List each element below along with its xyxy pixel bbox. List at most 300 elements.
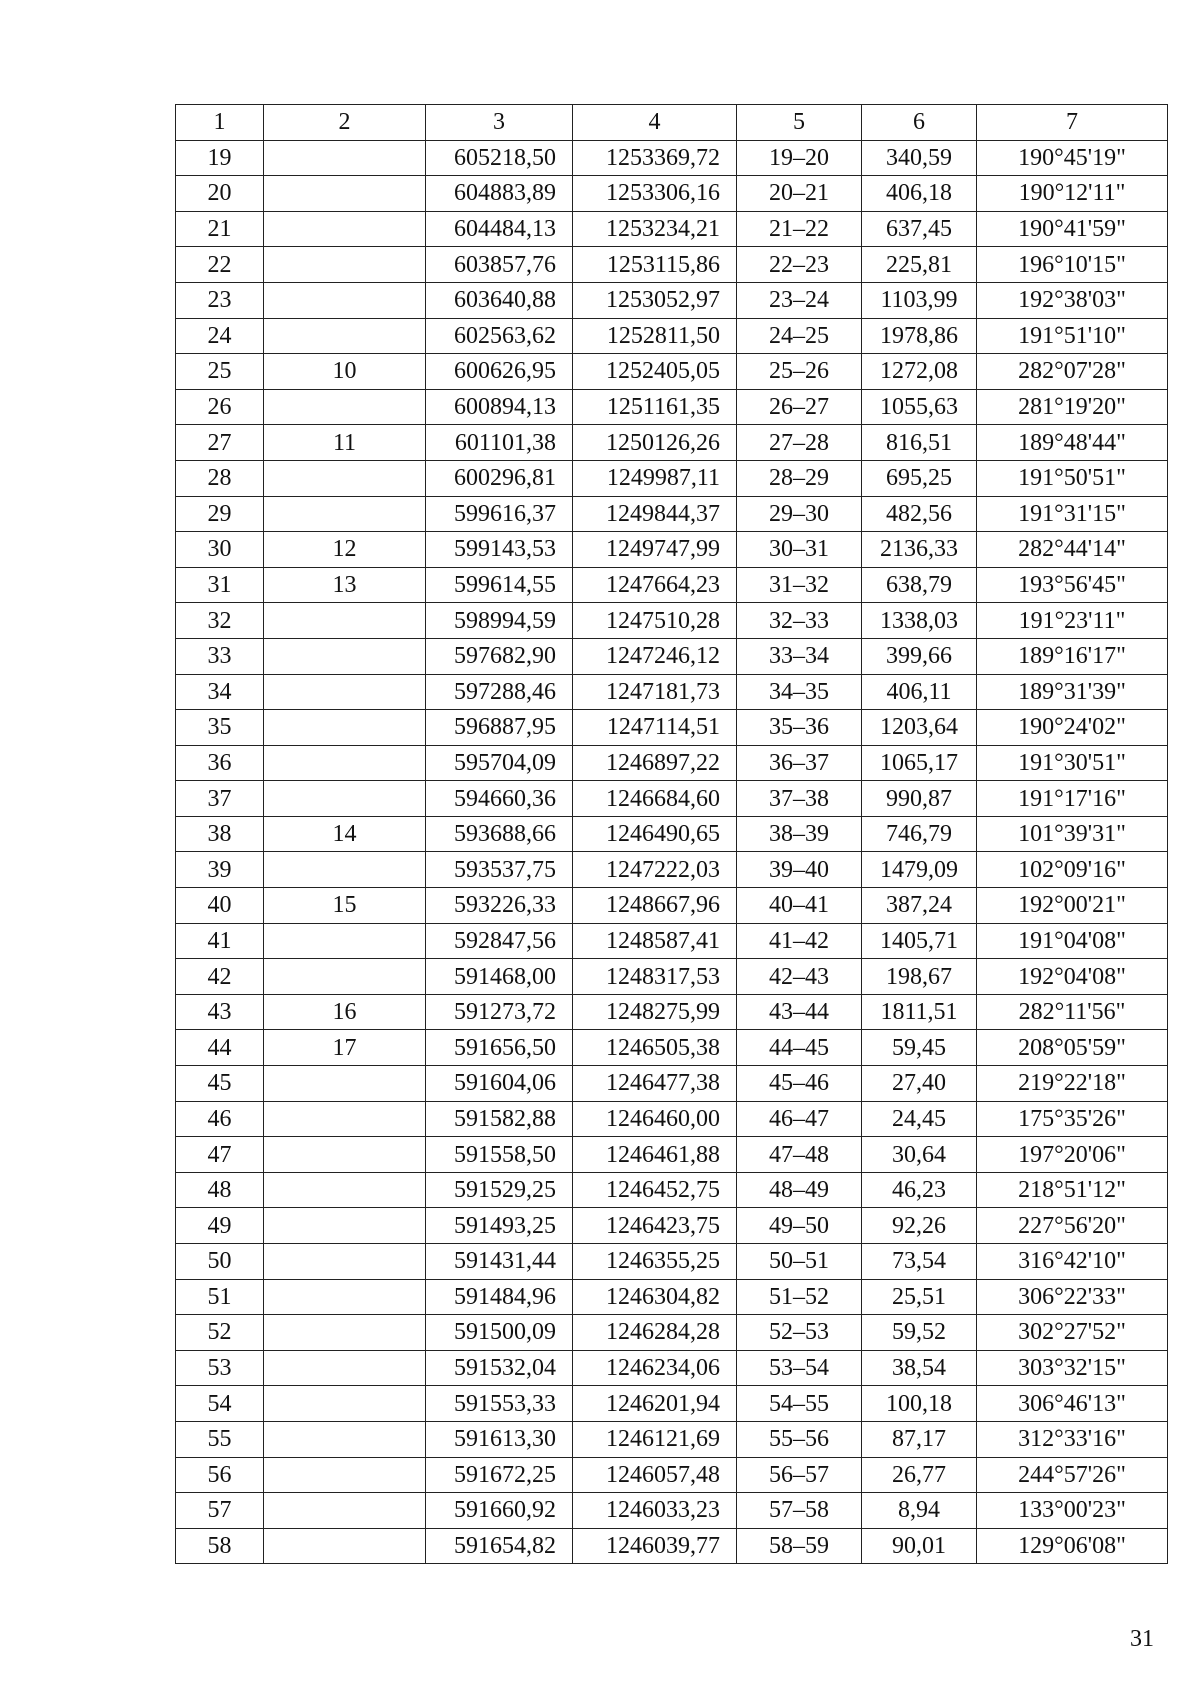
cell-length: 637,45	[862, 211, 977, 247]
table-row	[176, 1457, 1168, 1493]
table-body	[176, 140, 1168, 1564]
cell-length: 990,87	[862, 781, 977, 817]
cell-point-number: 46	[176, 1101, 264, 1137]
cell-direction-angle: 191°23'11"	[977, 603, 1168, 639]
column-header-7: 7	[977, 105, 1168, 141]
cell-length: 25,51	[862, 1279, 977, 1315]
cell-point-number: 45	[176, 1066, 264, 1102]
cell-x-coordinate: 591654,82	[426, 1528, 573, 1564]
cell-length: 27,40	[862, 1066, 977, 1102]
cell-direction-angle: 191°30'51"	[977, 745, 1168, 781]
cell-x-coordinate: 591672,25	[426, 1457, 573, 1493]
cell-reference-point	[264, 674, 426, 710]
cell-length: 1405,71	[862, 923, 977, 959]
cell-x-coordinate: 597682,90	[426, 638, 573, 674]
table-row	[176, 959, 1168, 995]
cell-segment: 31–32	[737, 567, 862, 603]
cell-y-coordinate: 1253234,21	[573, 211, 737, 247]
cell-length: 1055,63	[862, 389, 977, 425]
cell-direction-angle: 197°20'06"	[977, 1137, 1168, 1173]
cell-segment: 57–58	[737, 1493, 862, 1529]
header-row	[176, 105, 1168, 141]
cell-direction-angle: 316°42'10"	[977, 1244, 1168, 1280]
cell-reference-point: 14	[264, 816, 426, 852]
cell-direction-angle: 192°38'03"	[977, 282, 1168, 318]
cell-direction-angle: 196°10'15"	[977, 247, 1168, 283]
cell-segment: 43–44	[737, 994, 862, 1030]
cell-y-coordinate: 1246234,06	[573, 1350, 737, 1386]
table-row	[176, 923, 1168, 959]
cell-direction-angle: 282°44'14"	[977, 532, 1168, 568]
cell-reference-point: 11	[264, 425, 426, 461]
table-row	[176, 1066, 1168, 1102]
cell-segment: 58–59	[737, 1528, 862, 1564]
cell-length: 695,25	[862, 460, 977, 496]
cell-length: 816,51	[862, 425, 977, 461]
cell-point-number: 56	[176, 1457, 264, 1493]
cell-segment: 27–28	[737, 425, 862, 461]
cell-x-coordinate: 593688,66	[426, 816, 573, 852]
cell-segment: 36–37	[737, 745, 862, 781]
cell-reference-point	[264, 1137, 426, 1173]
table-row	[176, 176, 1168, 212]
cell-length: 387,24	[862, 888, 977, 924]
cell-length: 1103,99	[862, 282, 977, 318]
cell-point-number: 25	[176, 354, 264, 390]
cell-reference-point	[264, 603, 426, 639]
cell-segment: 44–45	[737, 1030, 862, 1066]
cell-point-number: 37	[176, 781, 264, 817]
table-row	[176, 710, 1168, 746]
cell-point-number: 48	[176, 1172, 264, 1208]
table-row	[176, 1244, 1168, 1280]
cell-x-coordinate: 596887,95	[426, 710, 573, 746]
cell-point-number: 50	[176, 1244, 264, 1280]
cell-point-number: 58	[176, 1528, 264, 1564]
cell-length: 406,18	[862, 176, 977, 212]
cell-y-coordinate: 1246505,38	[573, 1030, 737, 1066]
cell-reference-point	[264, 1101, 426, 1137]
cell-reference-point	[264, 959, 426, 995]
table-row	[176, 816, 1168, 852]
table-row	[176, 460, 1168, 496]
cell-direction-angle: 281°19'20"	[977, 389, 1168, 425]
page-number: 31	[1130, 1626, 1154, 1652]
cell-point-number: 55	[176, 1421, 264, 1457]
cell-x-coordinate: 591553,33	[426, 1386, 573, 1422]
cell-direction-angle: 244°57'26"	[977, 1457, 1168, 1493]
table-row	[176, 211, 1168, 247]
cell-direction-angle: 282°11'56"	[977, 994, 1168, 1030]
cell-point-number: 47	[176, 1137, 264, 1173]
table-row	[176, 638, 1168, 674]
table-row	[176, 1030, 1168, 1066]
cell-point-number: 54	[176, 1386, 264, 1422]
cell-length: 225,81	[862, 247, 977, 283]
cell-point-number: 51	[176, 1279, 264, 1315]
cell-length: 87,17	[862, 1421, 977, 1457]
cell-direction-angle: 175°35'26"	[977, 1101, 1168, 1137]
cell-x-coordinate: 591558,50	[426, 1137, 573, 1173]
table-row	[176, 603, 1168, 639]
cell-direction-angle: 133°00'23"	[977, 1493, 1168, 1529]
cell-y-coordinate: 1246684,60	[573, 781, 737, 817]
cell-reference-point	[264, 1457, 426, 1493]
column-header-1: 1	[176, 105, 264, 141]
cell-x-coordinate: 595704,09	[426, 745, 573, 781]
cell-segment: 41–42	[737, 923, 862, 959]
cell-x-coordinate: 602563,62	[426, 318, 573, 354]
cell-segment: 55–56	[737, 1421, 862, 1457]
cell-point-number: 19	[176, 140, 264, 176]
cell-length: 340,59	[862, 140, 977, 176]
cell-length: 406,11	[862, 674, 977, 710]
cell-reference-point	[264, 1208, 426, 1244]
cell-reference-point	[264, 140, 426, 176]
cell-reference-point	[264, 745, 426, 781]
cell-x-coordinate: 591500,09	[426, 1315, 573, 1351]
cell-x-coordinate: 600626,95	[426, 354, 573, 390]
cell-y-coordinate: 1249844,37	[573, 496, 737, 532]
cell-length: 8,94	[862, 1493, 977, 1529]
cell-segment: 45–46	[737, 1066, 862, 1102]
cell-direction-angle: 208°05'59"	[977, 1030, 1168, 1066]
cell-x-coordinate: 591484,96	[426, 1279, 573, 1315]
cell-reference-point	[264, 638, 426, 674]
cell-x-coordinate: 600894,13	[426, 389, 573, 425]
cell-x-coordinate: 591532,04	[426, 1350, 573, 1386]
cell-point-number: 33	[176, 638, 264, 674]
cell-x-coordinate: 591582,88	[426, 1101, 573, 1137]
cell-length: 1272,08	[862, 354, 977, 390]
cell-direction-angle: 192°04'08"	[977, 959, 1168, 995]
cell-y-coordinate: 1247246,12	[573, 638, 737, 674]
cell-length: 46,23	[862, 1172, 977, 1208]
cell-segment: 52–53	[737, 1315, 862, 1351]
cell-reference-point	[264, 1350, 426, 1386]
table-row	[176, 425, 1168, 461]
cell-direction-angle: 302°27'52"	[977, 1315, 1168, 1351]
cell-y-coordinate: 1246477,38	[573, 1066, 737, 1102]
table-row	[176, 389, 1168, 425]
cell-direction-angle: 102°09'16"	[977, 852, 1168, 888]
cell-segment: 47–48	[737, 1137, 862, 1173]
cell-point-number: 38	[176, 816, 264, 852]
cell-segment: 20–21	[737, 176, 862, 212]
cell-point-number: 57	[176, 1493, 264, 1529]
cell-point-number: 27	[176, 425, 264, 461]
cell-x-coordinate: 591468,00	[426, 959, 573, 995]
cell-point-number: 53	[176, 1350, 264, 1386]
cell-length: 1479,09	[862, 852, 977, 888]
cell-x-coordinate: 591273,72	[426, 994, 573, 1030]
cell-segment: 54–55	[737, 1386, 862, 1422]
cell-direction-angle: 192°00'21"	[977, 888, 1168, 924]
cell-length: 1811,51	[862, 994, 977, 1030]
cell-point-number: 49	[176, 1208, 264, 1244]
cell-y-coordinate: 1253115,86	[573, 247, 737, 283]
cell-y-coordinate: 1247181,73	[573, 674, 737, 710]
cell-x-coordinate: 598994,59	[426, 603, 573, 639]
cell-y-coordinate: 1246033,23	[573, 1493, 737, 1529]
cell-y-coordinate: 1246039,77	[573, 1528, 737, 1564]
cell-point-number: 20	[176, 176, 264, 212]
cell-reference-point	[264, 282, 426, 318]
column-header-5: 5	[737, 105, 862, 141]
cell-point-number: 40	[176, 888, 264, 924]
cell-reference-point	[264, 1493, 426, 1529]
table-row	[176, 567, 1168, 603]
cell-direction-angle: 129°06'08"	[977, 1528, 1168, 1564]
cell-point-number: 43	[176, 994, 264, 1030]
cell-point-number: 31	[176, 567, 264, 603]
table-row	[176, 1315, 1168, 1351]
cell-reference-point	[264, 1421, 426, 1457]
table-row	[176, 888, 1168, 924]
cell-length: 26,77	[862, 1457, 977, 1493]
cell-reference-point	[264, 1066, 426, 1102]
table-row	[176, 852, 1168, 888]
cell-point-number: 39	[176, 852, 264, 888]
table-row	[176, 1421, 1168, 1457]
cell-length: 1065,17	[862, 745, 977, 781]
cell-reference-point	[264, 247, 426, 283]
cell-x-coordinate: 593537,75	[426, 852, 573, 888]
cell-segment: 25–26	[737, 354, 862, 390]
cell-x-coordinate: 599143,53	[426, 532, 573, 568]
cell-point-number: 32	[176, 603, 264, 639]
cell-reference-point	[264, 1528, 426, 1564]
table-row	[176, 532, 1168, 568]
table-row	[176, 1350, 1168, 1386]
cell-x-coordinate: 591660,92	[426, 1493, 573, 1529]
cell-length: 30,64	[862, 1137, 977, 1173]
cell-segment: 26–27	[737, 389, 862, 425]
cell-length: 399,66	[862, 638, 977, 674]
cell-direction-angle: 306°22'33"	[977, 1279, 1168, 1315]
cell-point-number: 44	[176, 1030, 264, 1066]
table-row	[176, 282, 1168, 318]
cell-segment: 34–35	[737, 674, 862, 710]
cell-reference-point: 12	[264, 532, 426, 568]
cell-point-number: 52	[176, 1315, 264, 1351]
cell-y-coordinate: 1246304,82	[573, 1279, 737, 1315]
cell-length: 92,26	[862, 1208, 977, 1244]
cell-direction-angle: 219°22'18"	[977, 1066, 1168, 1102]
cell-x-coordinate: 597288,46	[426, 674, 573, 710]
cell-direction-angle: 190°45'19"	[977, 140, 1168, 176]
cell-reference-point	[264, 781, 426, 817]
cell-point-number: 24	[176, 318, 264, 354]
cell-reference-point	[264, 496, 426, 532]
cell-y-coordinate: 1248587,41	[573, 923, 737, 959]
cell-x-coordinate: 604883,89	[426, 176, 573, 212]
cell-x-coordinate: 604484,13	[426, 211, 573, 247]
cell-point-number: 30	[176, 532, 264, 568]
cell-segment: 46–47	[737, 1101, 862, 1137]
cell-reference-point	[264, 1279, 426, 1315]
cell-segment: 28–29	[737, 460, 862, 496]
cell-y-coordinate: 1248275,99	[573, 994, 737, 1030]
table-row	[176, 496, 1168, 532]
cell-reference-point	[264, 710, 426, 746]
cell-y-coordinate: 1247664,23	[573, 567, 737, 603]
cell-segment: 23–24	[737, 282, 862, 318]
cell-direction-angle: 306°46'13"	[977, 1386, 1168, 1422]
cell-length: 59,52	[862, 1315, 977, 1351]
cell-length: 59,45	[862, 1030, 977, 1066]
coordinates-table	[175, 104, 1168, 1564]
cell-reference-point	[264, 1244, 426, 1280]
cell-direction-angle: 282°07'28"	[977, 354, 1168, 390]
cell-x-coordinate: 591604,06	[426, 1066, 573, 1102]
table-row	[176, 140, 1168, 176]
cell-y-coordinate: 1247114,51	[573, 710, 737, 746]
cell-direction-angle: 189°48'44"	[977, 425, 1168, 461]
table-row	[176, 1208, 1168, 1244]
cell-direction-angle: 190°41'59"	[977, 211, 1168, 247]
cell-y-coordinate: 1250126,26	[573, 425, 737, 461]
cell-point-number: 41	[176, 923, 264, 959]
cell-y-coordinate: 1253369,72	[573, 140, 737, 176]
cell-reference-point	[264, 852, 426, 888]
cell-segment: 21–22	[737, 211, 862, 247]
cell-y-coordinate: 1246490,65	[573, 816, 737, 852]
cell-point-number: 35	[176, 710, 264, 746]
cell-segment: 51–52	[737, 1279, 862, 1315]
column-header-6: 6	[862, 105, 977, 141]
cell-direction-angle: 312°33'16"	[977, 1421, 1168, 1457]
table-row	[176, 318, 1168, 354]
cell-y-coordinate: 1246461,88	[573, 1137, 737, 1173]
cell-segment: 30–31	[737, 532, 862, 568]
cell-length: 482,56	[862, 496, 977, 532]
cell-reference-point	[264, 1315, 426, 1351]
column-header-4: 4	[573, 105, 737, 141]
table-row	[176, 1386, 1168, 1422]
cell-reference-point	[264, 460, 426, 496]
cell-y-coordinate: 1253306,16	[573, 176, 737, 212]
table-row	[176, 1493, 1168, 1529]
cell-direction-angle: 227°56'20"	[977, 1208, 1168, 1244]
table-row	[176, 781, 1168, 817]
cell-point-number: 34	[176, 674, 264, 710]
cell-point-number: 21	[176, 211, 264, 247]
cell-segment: 40–41	[737, 888, 862, 924]
cell-x-coordinate: 605218,50	[426, 140, 573, 176]
cell-x-coordinate: 592847,56	[426, 923, 573, 959]
cell-x-coordinate: 594660,36	[426, 781, 573, 817]
cell-segment: 53–54	[737, 1350, 862, 1386]
cell-y-coordinate: 1248317,53	[573, 959, 737, 995]
cell-x-coordinate: 591431,44	[426, 1244, 573, 1280]
cell-direction-angle: 193°56'45"	[977, 567, 1168, 603]
cell-y-coordinate: 1246355,25	[573, 1244, 737, 1280]
cell-length: 73,54	[862, 1244, 977, 1280]
table-row	[176, 1279, 1168, 1315]
cell-direction-angle: 191°17'16"	[977, 781, 1168, 817]
cell-segment: 32–33	[737, 603, 862, 639]
cell-x-coordinate: 601101,38	[426, 425, 573, 461]
cell-point-number: 28	[176, 460, 264, 496]
cell-reference-point: 17	[264, 1030, 426, 1066]
cell-segment: 50–51	[737, 1244, 862, 1280]
cell-x-coordinate: 600296,81	[426, 460, 573, 496]
cell-y-coordinate: 1246897,22	[573, 745, 737, 781]
cell-x-coordinate: 591493,25	[426, 1208, 573, 1244]
cell-segment: 19–20	[737, 140, 862, 176]
table-row	[176, 247, 1168, 283]
cell-x-coordinate: 603857,76	[426, 247, 573, 283]
cell-direction-angle: 303°32'15"	[977, 1350, 1168, 1386]
cell-x-coordinate: 591656,50	[426, 1030, 573, 1066]
cell-y-coordinate: 1247510,28	[573, 603, 737, 639]
cell-segment: 33–34	[737, 638, 862, 674]
cell-segment: 48–49	[737, 1172, 862, 1208]
cell-point-number: 23	[176, 282, 264, 318]
cell-segment: 56–57	[737, 1457, 862, 1493]
cell-y-coordinate: 1253052,97	[573, 282, 737, 318]
cell-y-coordinate: 1246201,94	[573, 1386, 737, 1422]
cell-y-coordinate: 1251161,35	[573, 389, 737, 425]
cell-y-coordinate: 1247222,03	[573, 852, 737, 888]
cell-y-coordinate: 1246121,69	[573, 1421, 737, 1457]
cell-segment: 24–25	[737, 318, 862, 354]
cell-direction-angle: 191°51'10"	[977, 318, 1168, 354]
cell-length: 24,45	[862, 1101, 977, 1137]
cell-y-coordinate: 1252811,50	[573, 318, 737, 354]
cell-reference-point: 15	[264, 888, 426, 924]
cell-point-number: 29	[176, 496, 264, 532]
cell-segment: 37–38	[737, 781, 862, 817]
cell-reference-point	[264, 318, 426, 354]
cell-length: 638,79	[862, 567, 977, 603]
cell-segment: 39–40	[737, 852, 862, 888]
cell-length: 90,01	[862, 1528, 977, 1564]
cell-length: 1203,64	[862, 710, 977, 746]
cell-reference-point: 16	[264, 994, 426, 1030]
table-row	[176, 674, 1168, 710]
cell-reference-point	[264, 1386, 426, 1422]
cell-y-coordinate: 1246057,48	[573, 1457, 737, 1493]
cell-y-coordinate: 1248667,96	[573, 888, 737, 924]
cell-direction-angle: 189°31'39"	[977, 674, 1168, 710]
cell-length: 1978,86	[862, 318, 977, 354]
cell-reference-point: 13	[264, 567, 426, 603]
cell-segment: 42–43	[737, 959, 862, 995]
cell-x-coordinate: 599616,37	[426, 496, 573, 532]
cell-y-coordinate: 1246452,75	[573, 1172, 737, 1208]
cell-length: 38,54	[862, 1350, 977, 1386]
cell-length: 100,18	[862, 1386, 977, 1422]
cell-y-coordinate: 1246423,75	[573, 1208, 737, 1244]
cell-point-number: 26	[176, 389, 264, 425]
cell-direction-angle: 101°39'31"	[977, 816, 1168, 852]
cell-length: 746,79	[862, 816, 977, 852]
cell-reference-point	[264, 1172, 426, 1208]
cell-reference-point	[264, 389, 426, 425]
cell-y-coordinate: 1246284,28	[573, 1315, 737, 1351]
cell-reference-point: 10	[264, 354, 426, 390]
cell-point-number: 42	[176, 959, 264, 995]
cell-point-number: 36	[176, 745, 264, 781]
table-row	[176, 1137, 1168, 1173]
cell-x-coordinate: 591613,30	[426, 1421, 573, 1457]
table-row	[176, 745, 1168, 781]
cell-direction-angle: 190°24'02"	[977, 710, 1168, 746]
cell-direction-angle: 190°12'11"	[977, 176, 1168, 212]
table-row	[176, 1101, 1168, 1137]
